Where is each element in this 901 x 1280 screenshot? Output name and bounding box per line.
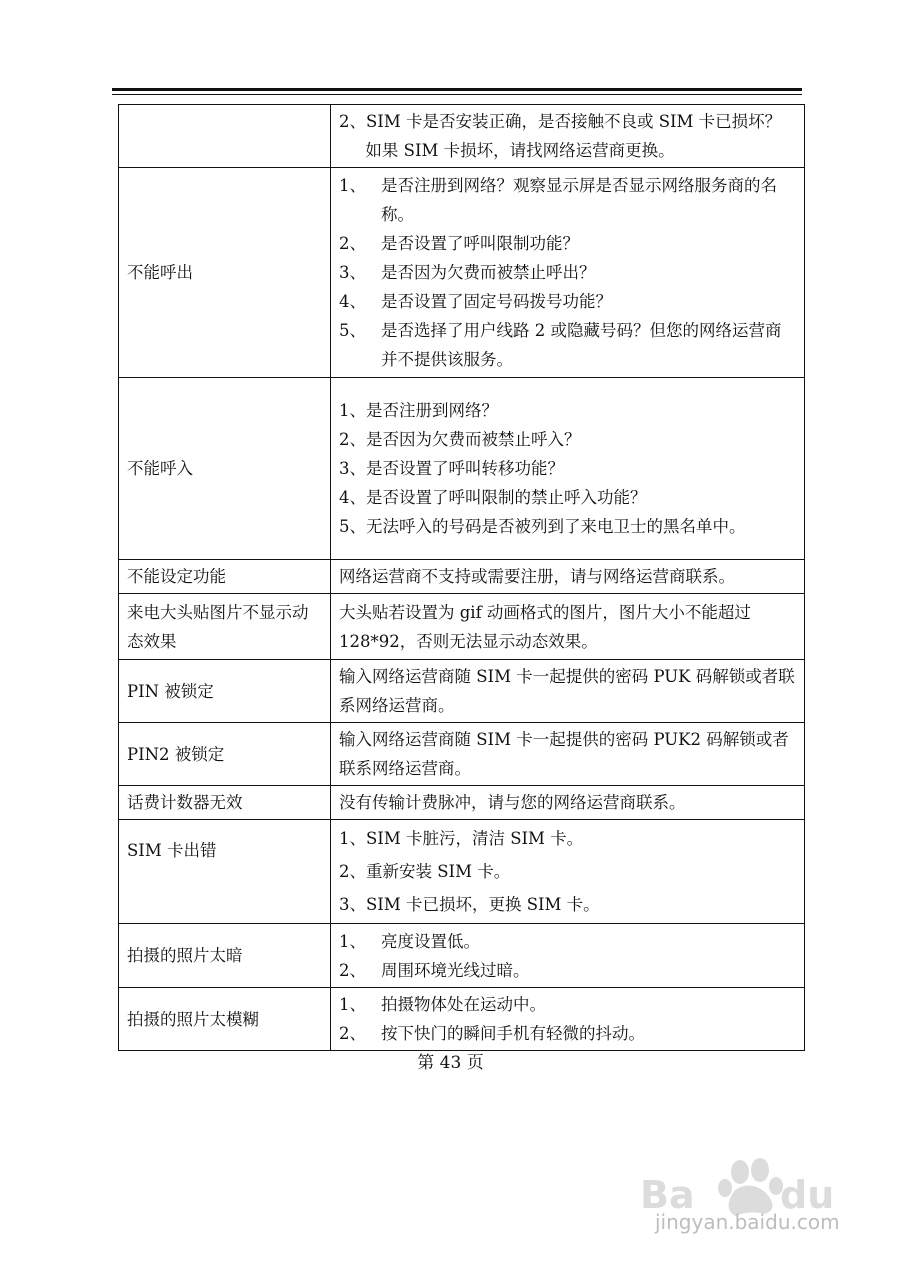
- list-number: 1、: [339, 176, 366, 195]
- list-number: 4、: [339, 292, 366, 311]
- table-row: [119, 820, 805, 924]
- list-text: 周围环境光线过暗。: [381, 960, 530, 980]
- list-number: 1、: [339, 931, 366, 951]
- list-item: [339, 287, 796, 316]
- problem-cell: 拍摄的照片太暗: [119, 924, 331, 988]
- list-item: 4、是否设置了呼叫限制的禁止呼入功能？: [339, 488, 647, 507]
- table-row: [119, 660, 805, 723]
- list-number: 5、: [339, 321, 366, 340]
- list-text: 拍摄物体处在运动中。: [381, 995, 546, 1014]
- solution-cell: 没有传输计费脉冲，请与您的网络运营商联系。: [331, 786, 805, 820]
- list-item: [339, 956, 796, 985]
- list-text: 亮度设置低。: [381, 931, 480, 951]
- svg-text:du: du: [780, 1173, 835, 1217]
- list-number: 2、: [339, 234, 366, 253]
- header-rule-thin: [112, 94, 802, 95]
- solution-cell: 输入网络运营商随 SIM 卡一起提供的密码 PUK 码解锁或者联系网络运营商。: [331, 660, 805, 723]
- solution-cell: 网络运营商不支持或需要注册，请与网络运营商联系。: [331, 560, 805, 594]
- list-text: 按下快门的瞬间手机有轻微的抖动。: [381, 1024, 645, 1043]
- list-item: [339, 316, 796, 374]
- table-row: [119, 786, 805, 820]
- table-row: [119, 594, 805, 660]
- solution-cell: [331, 924, 805, 988]
- list-item: 1、是否注册到网络？: [339, 401, 498, 420]
- problem-cell: 不能呼出: [119, 168, 331, 378]
- list-text: 是否选择了用户线路 2 或隐藏号码？但您的网络运营商并不提供该服务。: [381, 321, 782, 369]
- problem-cell: 来电大头贴图片不显示动态效果: [119, 594, 331, 660]
- page-number: 第 43 页: [417, 1053, 484, 1073]
- list-item: [339, 927, 796, 956]
- problem-cell: 不能设定功能: [119, 560, 331, 594]
- list-number: 3、: [339, 263, 366, 282]
- solution-cell: [331, 378, 805, 560]
- list-number: 2、: [339, 1024, 366, 1043]
- problem-cell: 不能呼入: [119, 378, 331, 560]
- list-item: [339, 990, 796, 1019]
- list-item: [339, 229, 796, 258]
- svg-text:Ba: Ba: [640, 1173, 695, 1217]
- solution-cell: [331, 988, 805, 1051]
- problem-cell: PIN 被锁定: [119, 660, 331, 723]
- problem-cell: [119, 105, 331, 168]
- list-item: [339, 258, 796, 287]
- problem-cell: 话费计数器无效: [119, 786, 331, 820]
- table-row: [119, 378, 805, 560]
- solution-cell: [331, 168, 805, 378]
- list-text: 是否设置了固定号码拨号功能？: [381, 292, 612, 311]
- solution-cell: [331, 820, 805, 924]
- solution-cell: [331, 105, 805, 168]
- list-number: 2、: [339, 960, 366, 980]
- problem-cell: PIN2 被锁定: [119, 723, 331, 786]
- troubleshooting-table: [118, 104, 805, 1051]
- table-row: [119, 168, 805, 378]
- list-item: 2、是否因为欠费而被禁止呼入？: [339, 430, 581, 449]
- list-text: 是否注册到网络？观察显示屏是否显示网络服务商的名称。: [381, 176, 777, 224]
- list-item: [339, 1019, 796, 1048]
- list-number: 1、: [339, 995, 366, 1014]
- solution-text: 2、SIM 卡是否安装正确，是否接触不良或 SIM 卡已损坏？如果 SIM 卡损坏，请找网络运营商更换。: [339, 112, 782, 160]
- solution-cell: 输入网络运营商随 SIM 卡一起提供的密码 PUK2 码解锁或者联系网络运营商。: [331, 723, 805, 786]
- list-item: 3、是否设置了呼叫转移功能？: [339, 459, 564, 478]
- table-row: [119, 560, 805, 594]
- problem-cell: 拍摄的照片太模糊: [119, 988, 331, 1051]
- list-item: 5、无法呼入的号码是否被列到了来电卫士的黑名单中。: [339, 517, 746, 536]
- baidu-paw-watermark-icon: [640, 1150, 840, 1250]
- table-row: [119, 105, 805, 168]
- list-item: [339, 171, 796, 229]
- list-item: 2、重新安装 SIM 卡。: [339, 862, 511, 881]
- table-row: [119, 988, 805, 1051]
- solution-cell: 大头贴若设置为 gif 动画格式的图片，图片大小不能超过 128*92，否则无法显示动态效果。: [331, 594, 805, 660]
- header-rule: [112, 88, 802, 91]
- list-item: 1、SIM 卡脏污，清洁 SIM 卡。: [339, 829, 584, 848]
- list-item: 3、SIM 卡已损坏，更换 SIM 卡。: [339, 895, 600, 914]
- list-text: 是否设置了呼叫限制功能？: [381, 234, 579, 253]
- list-text: 是否因为欠费而被禁止呼出？: [381, 263, 596, 282]
- table-row: [119, 723, 805, 786]
- table-row: [119, 924, 805, 988]
- watermark-url: jingyan.baidu.com: [655, 1210, 840, 1234]
- problem-cell: SIM 卡出错: [119, 820, 331, 924]
